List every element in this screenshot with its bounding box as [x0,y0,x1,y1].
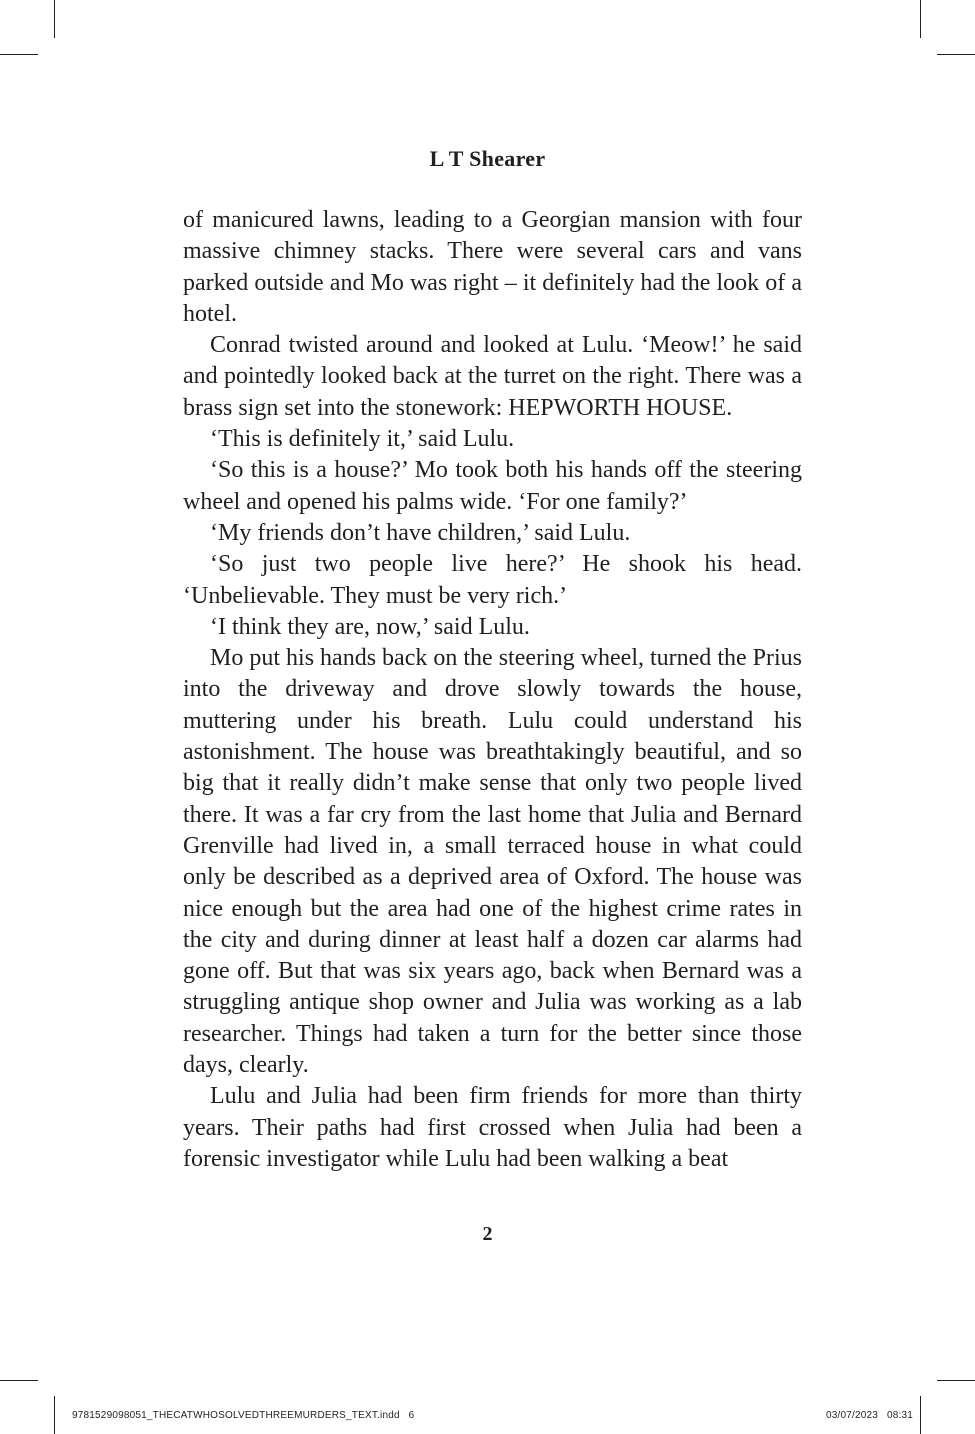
crop-mark-bottom-right [920,1396,921,1434]
crop-mark-top-right-h [937,54,975,55]
crop-mark-bottom-right-h [937,1380,975,1381]
paragraph: of manicured lawns, leading to a Georgian mansion with four massive chimney stacks. There were several cars and vans parked outside and Mo was right – it definitely had the look of a hotel. [183,207,802,327]
paragraph: ‘This is definitely it,’ said Lulu. [210,426,515,453]
crop-mark-bottom-left-h [0,1380,38,1381]
paragraph: Lulu and Julia had been firm friends for more than thirty years. Their paths had first crossed when Julia had been a forensic investigator while Lulu had been walking a beat [183,1083,802,1172]
crop-mark-top-right [920,0,921,38]
paragraph: ‘My friends don’t have children,’ said Lulu. [210,519,631,546]
crop-mark-top-left [54,0,55,38]
paragraph: Conrad twisted around and looked at Lulu. ‘Meow!’ he said and pointedly looked back at the turret on the right. There was a brass sign set into the stonework: HEPWORTH HOUSE. [183,332,802,421]
crop-mark-top-left-h [0,54,38,55]
page-number: 2 [482,1223,493,1245]
slug-datetime: 03/07/2023 08:31 [825,1410,913,1421]
body-text [183,205,802,1175]
slug-file-name: 9781529098051_THECATWHOSOLVEDTHREEMURDERS_TEXT.indd 6 [72,1410,415,1421]
crop-mark-bottom-left [54,1396,55,1434]
paragraph: Mo put his hands back on the steering wheel, turned the Prius into the driveway and drove slowly towards the house, muttering under his breath. Lulu could understand his astonishment. The house was breathtakingly beautiful, and so big that it really didn’t make sense that only two people lived there. It was a far cry from the last home that Julia and Bernard Grenville had lived in, a small terraced house in what could only be described as a deprived area of Oxford. The house was nice enough but the area had one of the highest crime rates in the city and during dinner at least half a dozen car alarms had gone off. But that was six years ago, back when Bernard was a struggling antique shop owner and Julia was working as a lab researcher. Things had taken a turn for the better since those days, clearly. [183,645,802,1079]
paragraph: ‘So this is a house?’ Mo took both his hands off the steering wheel and opened his palms wide. ‘For one family?’ [183,457,802,515]
paragraph: ‘I think they are, now,’ said Lulu. [210,613,530,640]
running-head: L T Shearer [429,146,546,171]
paragraph: ‘So just two people live here?’ He shook his head. ‘Unbelievable. They must be very rich.’ [183,551,802,609]
